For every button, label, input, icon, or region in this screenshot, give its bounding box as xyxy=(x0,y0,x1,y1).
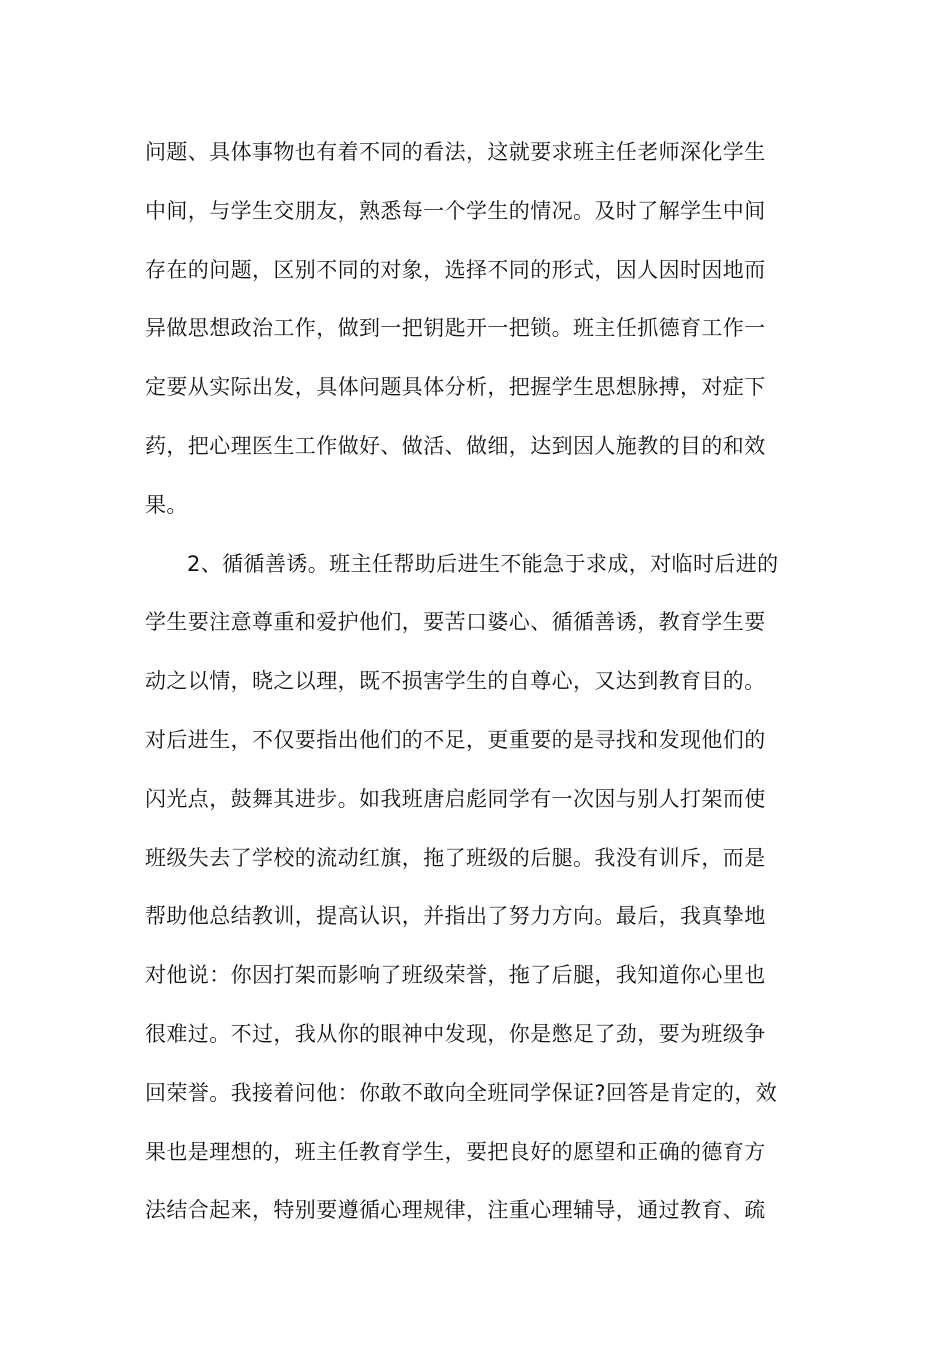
text-line-first: 2、循循善诱。班主任帮助后进生不能急于求成，对临时后进的 xyxy=(187,551,779,576)
text-line: 学生要注意尊重和爱护他们，要苦口婆心、循循善诱，教育学生要 xyxy=(145,610,766,635)
text-line: 对后进生，不仅要指出他们的不足，更重要的是寻找和发现他们的 xyxy=(145,727,766,752)
text-line: 闪光点，鼓舞其进步。如我班唐启彪同学有一次因与别人打架而使 xyxy=(145,786,766,811)
text-line: 法结合起来，特别要遵循心理规律，注重心理辅导，通过教育、疏 xyxy=(145,1198,766,1223)
document-body xyxy=(145,128,807,1363)
text-line: 中间，与学生交朋友，熟悉每一个学生的情况。及时了解学生中间 xyxy=(145,198,766,223)
text-line: 药，把心理医生工作做好、做活、做细，达到因人施教的目的和效 xyxy=(145,433,766,458)
text-line: 帮助他总结教训，提高认识，并指出了努力方向。最后，我真挚地 xyxy=(145,904,766,929)
text-line xyxy=(145,1304,807,1363)
text-line: 动之以情，晓之以理，既不损害学生的自尊心，又达到教育目的。 xyxy=(145,669,766,694)
text-line: 果也是理想的，班主任教育学生，要把良好的愿望和正确的德育方 xyxy=(145,1139,766,1164)
text-line: 很难过。不过，我从你的眼神中发现，你是憋足了劲，要为班级争 xyxy=(145,1021,766,1046)
paragraph-1 xyxy=(145,128,807,540)
text-line: 果。 xyxy=(145,492,188,517)
text-line: 存在的问题，区别不同的对象，选择不同的形式，因人因时因地而 xyxy=(145,257,766,282)
text-line: 班级失去了学校的流动红旗，拖了班级的后腿。我没有训斥，而是 xyxy=(145,845,766,870)
paragraph-2 xyxy=(145,540,807,1363)
text-line: 异做思想政治工作，做到一把钥匙开一把锁。班主任抓德育工作一 xyxy=(145,316,766,341)
text-line xyxy=(145,1245,807,1304)
text-line: 回荣誉。我接着问他：你敢不敢向全班同学保证?回答是肯定的，效 xyxy=(145,1080,778,1105)
text-line: 问题、具体事物也有着不同的看法，这就要求班主任老师深化学生 xyxy=(145,140,766,164)
text-line: 对他说：你因打架而影响了班级荣誉，拖了后腿，我知道你心里也 xyxy=(145,963,766,988)
text-line: 定要从实际出发，具体问题具体分析，把握学生思想脉搏，对症下 xyxy=(145,375,766,400)
